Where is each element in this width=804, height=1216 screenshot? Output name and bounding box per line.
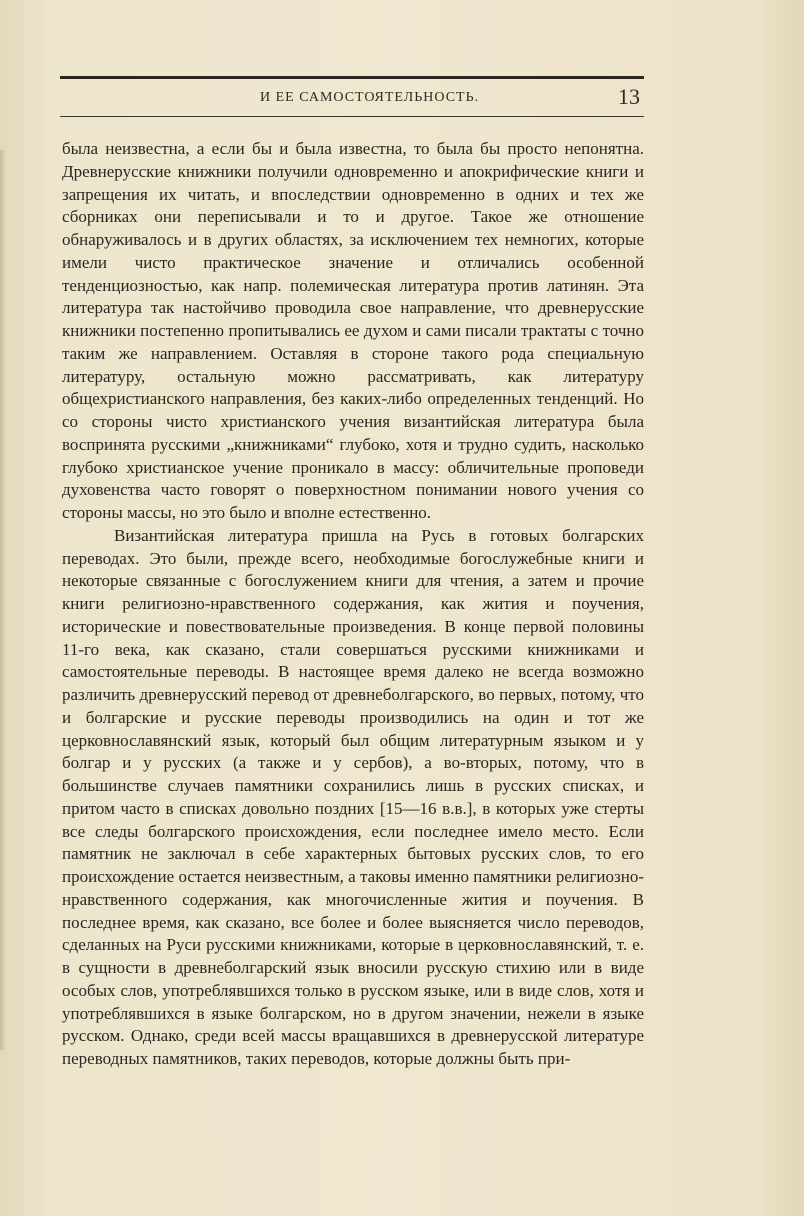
page-number: 13: [618, 84, 640, 109]
header-underline: [60, 116, 644, 117]
body-text: [62, 138, 644, 1071]
header-rule: [60, 76, 644, 79]
page-edge-shadow: [0, 150, 6, 1050]
paragraph-2: Византийская литература пришла на Русь в готовых болгарских переводах. Это были, прежде всего, необходимые богослужебные книги и некоторые связанные с богослужением книги для чтения, а затем и прочие книги религиозно-нравственного содержания, как жития и поучения, исторические и повествовательные произведения. В конце первой половины 11-го века, как сказано, стали совершаться русскими книжниками и самостоятельные переводы. В настоящее время далеко не всегда возможно различить древнерусский перевод от древнеболгарского, во первых, потому, что и болгарские и русские переводы производились на один и тот же церковнославянский язык, который был общим литературным языком и у болгар и у русских (а также и у сербов), а во-вторых, потому, что в большинстве случаев памятники сохранились лишь в русских списках, и притом часто в списках довольно поздних [15—16 в.в.], в которых уже стерты все следы болгарского происхождения, если последнее имело место. Если памятник не заключал в себе характерных бытовых русских слов, то его происхождение остается неизвестным, а таковы именно памятники религиозно-нравственного содержания, как многочисленные жития и поучения. В последнее время, как сказано, все более и более выясняется число переводов, сделанных на Руси русскими книжниками, которые в церковнославянский, т. е. в сущности в древнеболгарский язык вносили русскую стихию или в виде особых слов, употреблявшихся только в русском языке, или в виде слов, хотя и употреблявшихся в языке болгарском, но в другом значении, нежели в языке русском. Однако, среди всей массы вращавшихся в древнерусской литературе переводных памятников, таких переводов, которые должны быть при-: [62, 525, 644, 1068]
running-head: [60, 84, 644, 112]
paragraph-1: была неизвестна, а если бы и была известна, то была бы просто непонятна. Древнерусские книжники получили одновременно и апокрифические книги и запрещения их читать, и впоследствии одновременно в одних и тех же сборниках они переписывали и то и другое. Такое же отношение обнаруживалось и в других областях, за исключением тех немногих, которые имели чисто практическое значение и отличались особенной тенденциозностью, как напр. полемическая литература против латинян. Эта литература так настойчиво проводила свое направление, что древнерусские книжники постепенно пропитывались ее духом и сами писали трактаты с точно таким же направлением. Оставляя в стороне такого рода специальную литературу, остальную можно рассматривать, как литературу общехристианского направления, без каких-либо определенных тенденций. Но со стороны чисто христианского учения византийская литература была воспринята русскими „книжниками“ глубоко, хотя и трудно судить, насколько глубоко христианское учение проникало в массу: обличительные проповеди духовенства часто говорят о поверхностном понимании нового учения со стороны массы, но это было и вполне естественно.: [62, 139, 644, 522]
running-title: И ЕЕ САМОСТОЯТЕЛЬНОСТЬ.: [260, 90, 480, 105]
